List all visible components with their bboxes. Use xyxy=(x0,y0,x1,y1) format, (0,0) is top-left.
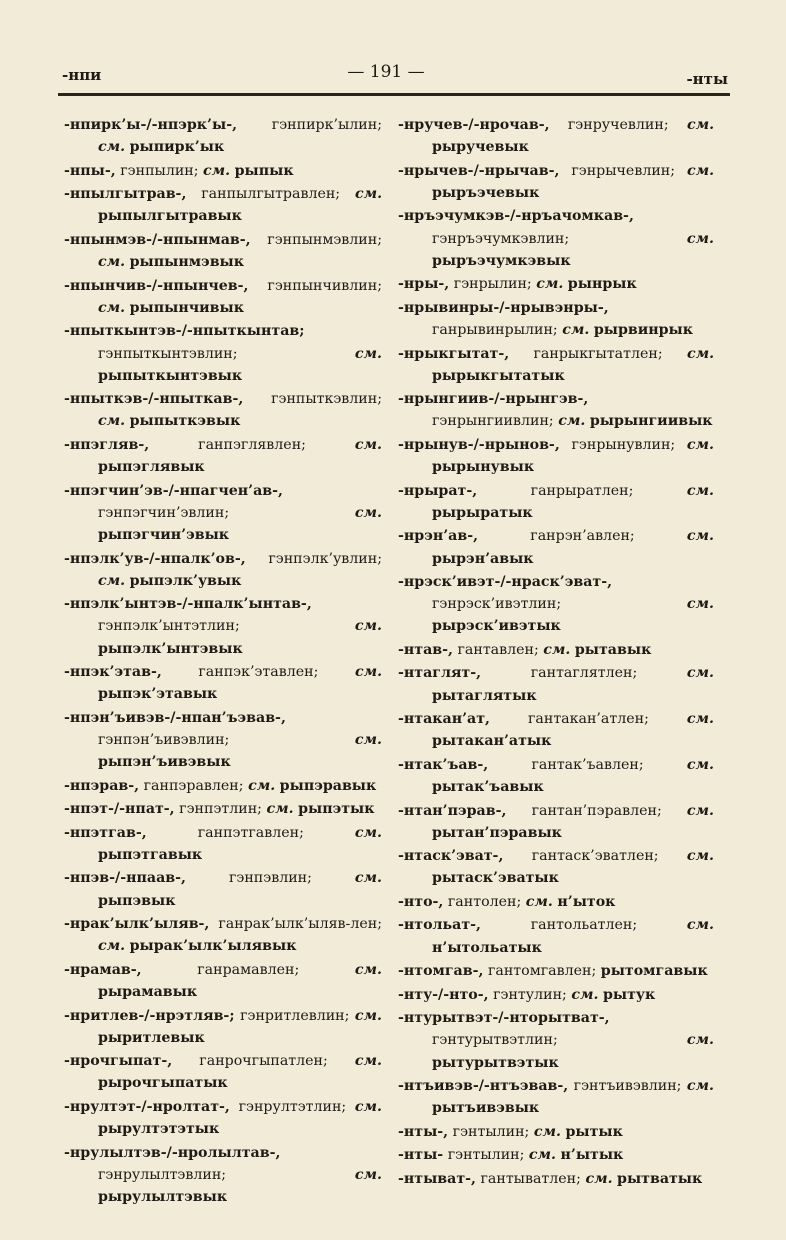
entry-gloss: ганрак’ылк’ыляв-лен; xyxy=(218,916,382,933)
see-reference: см. xyxy=(686,117,715,133)
entry-gloss: гэнрычевлин; xyxy=(571,162,676,179)
dictionary-entry xyxy=(64,775,382,797)
dictionary-entry xyxy=(398,960,714,982)
see-reference: см. xyxy=(98,139,126,156)
see-reference: см. xyxy=(98,938,126,955)
headword: -нты- xyxy=(398,1147,444,1164)
headword: -нрырат-, xyxy=(398,482,478,499)
dictionary-entry xyxy=(398,160,714,204)
cross-reference-target: рыпылгытравык xyxy=(98,208,242,225)
headword: -нручев-/-нрочав-, xyxy=(398,117,550,133)
cross-reference-target: рырак’ылк’ылявык xyxy=(129,938,297,955)
headword: -нрывинры-/-нрывэнры-, xyxy=(398,299,609,316)
see-reference: см. xyxy=(536,276,564,293)
see-reference: см. xyxy=(686,1078,714,1095)
entry-gloss: гантак’ъавлен; xyxy=(531,756,644,773)
cross-reference-target: рыпэравык xyxy=(279,777,377,794)
entry-gloss: гэнтулин; xyxy=(493,986,567,1003)
entry-gloss: гэнпирк’ылин; xyxy=(271,117,382,133)
dictionary-entry xyxy=(398,297,714,341)
entry-gloss: гантакан’атлен; xyxy=(527,711,649,728)
dictionary-entry xyxy=(64,661,382,705)
dictionary-entry xyxy=(398,891,714,913)
dictionary-entry xyxy=(64,1096,382,1140)
headword: -нрочгыпат-, xyxy=(64,1053,173,1070)
cross-reference-target: рыпэтгавык xyxy=(98,846,203,863)
entry-gloss: гэнритлевлин; xyxy=(240,1007,350,1024)
see-reference: см. xyxy=(354,1053,382,1070)
entry-gloss: ганпылгытравлен; xyxy=(201,186,341,203)
dictionary-entry xyxy=(64,1142,382,1209)
entry-gloss: гэнрынгиивлин; xyxy=(432,413,554,430)
dictionary-entry xyxy=(64,1005,382,1049)
see-reference: см. xyxy=(354,1166,382,1183)
headword: -нтъивэв-/-нтъэвав-, xyxy=(398,1078,569,1095)
cross-reference-target: рырэн’авык xyxy=(432,550,534,567)
dictionary-entry xyxy=(398,343,714,387)
dictionary-entry xyxy=(398,571,714,638)
see-reference: см. xyxy=(686,665,714,682)
cross-reference-target: рытакан’атык xyxy=(432,733,552,750)
entry-gloss: гантомгавлен; xyxy=(487,963,597,980)
entry-gloss: гэнпыткынтэвлин; xyxy=(98,345,238,362)
entry-gloss: гэнтурытвэтлин; xyxy=(432,1032,558,1049)
see-reference: см. xyxy=(558,413,586,430)
cross-reference-target: рыпирк’ык xyxy=(129,139,225,156)
dictionary-entry xyxy=(398,1075,714,1119)
see-reference: см. xyxy=(686,917,714,934)
see-reference: см. xyxy=(354,870,382,887)
entry-gloss: гантольатлен; xyxy=(530,917,638,934)
right-column xyxy=(398,114,714,1191)
headword: -нрулылтэв-/-нролылтав-, xyxy=(64,1144,281,1161)
dictionary-entry xyxy=(398,708,714,752)
running-head-left: -нпи xyxy=(62,66,102,84)
headword: -нритлев-/-нрэтляв-; xyxy=(64,1007,235,1024)
cross-reference-target: рыпыткэвык xyxy=(129,413,241,430)
entry-gloss: гэнтъивэвлин; xyxy=(573,1078,682,1095)
cross-reference-target: рытык xyxy=(565,1123,623,1140)
headword: -нпылгытрав-, xyxy=(64,186,187,203)
entry-gloss: гантаглятлен; xyxy=(530,665,638,682)
left-column xyxy=(64,114,382,1210)
entry-gloss: ганрывинрылин; xyxy=(432,322,558,339)
cross-reference-target: рытак’ъавык xyxy=(432,779,544,796)
entry-gloss: гэнпэлк’увлин; xyxy=(268,550,382,567)
entry-gloss: гэнтылин; xyxy=(452,1123,530,1140)
headword: -нпыткэв-/-нпыткав-, xyxy=(64,391,244,408)
entry-gloss: ганпэглявлен; xyxy=(198,436,306,453)
cross-reference-target: н’ыток xyxy=(557,893,616,910)
headword: -нтав-, xyxy=(398,641,453,658)
cross-reference-target: рытомгавык xyxy=(600,963,708,980)
see-reference: см. xyxy=(354,1007,382,1024)
see-reference: см. xyxy=(354,504,382,521)
dictionary-entry xyxy=(64,1050,382,1094)
see-reference: см. xyxy=(686,802,714,819)
dictionary-entry xyxy=(398,914,714,958)
see-reference: см. xyxy=(543,641,571,658)
headword: -нпэлк’ув-/-нпалк’ов-, xyxy=(64,550,246,567)
headword: -нты-, xyxy=(398,1123,449,1140)
see-reference: см. xyxy=(533,1123,561,1140)
dictionary-entry xyxy=(398,114,714,158)
cross-reference-target: рырочгыпатык xyxy=(98,1075,228,1092)
headword: -нрынув-/-нрынов-, xyxy=(398,436,560,453)
cross-reference-target: рытук xyxy=(602,986,656,1003)
see-reference: см. xyxy=(354,436,382,453)
see-reference: см. xyxy=(248,777,276,794)
cross-reference-target: рытъивэвык xyxy=(432,1100,540,1117)
entry-gloss: гэнпынмэвлин; xyxy=(267,231,382,248)
see-reference: см. xyxy=(686,848,714,865)
cross-reference-target: рытаск’эватык xyxy=(432,870,559,887)
see-reference: см. xyxy=(686,596,714,613)
cross-reference-target: рырынувык xyxy=(432,459,535,476)
entry-gloss: ганпэравлен; xyxy=(143,777,244,794)
cross-reference-target: рыпэглявык xyxy=(98,459,205,476)
dictionary-entry xyxy=(398,1007,714,1074)
cross-reference-target: рырынгиивык xyxy=(589,413,713,430)
cross-reference-target: рыритлевык xyxy=(98,1029,205,1046)
see-reference: см. xyxy=(525,893,553,910)
cross-reference-target: рыпэгчин’эвык xyxy=(98,527,230,544)
entry-gloss: гэнручевлин; xyxy=(567,117,669,133)
headword: -нту-/-нто-, xyxy=(398,986,489,1003)
entry-gloss: гэнпэлк’ынтэтлин; xyxy=(98,618,240,635)
entry-gloss: гэнрултэтлин; xyxy=(238,1098,347,1115)
see-reference: см. xyxy=(686,482,714,499)
entry-gloss: гантаск’эватлен; xyxy=(531,848,659,865)
cross-reference-target: рыръэчевык xyxy=(432,184,540,201)
dictionary-entry xyxy=(398,754,714,798)
headword: -нрэск’ивэт-/-нраск’эват-, xyxy=(398,574,613,591)
see-reference: см. xyxy=(98,254,126,271)
see-reference: см. xyxy=(686,230,714,247)
entry-gloss: гэнпэгчин’эвлин; xyxy=(98,504,230,521)
entry-gloss: гэнпынчивлин; xyxy=(267,277,382,294)
cross-reference-target: н’ытык xyxy=(560,1147,624,1164)
entry-gloss: гэнпэн’ъивэвлин; xyxy=(98,732,230,749)
see-reference: см. xyxy=(354,618,382,635)
see-reference: см. xyxy=(686,711,714,728)
see-reference: см. xyxy=(354,1098,382,1115)
dictionary-entry xyxy=(64,229,382,273)
dictionary-entry xyxy=(64,320,382,387)
headword: -нпэк’этав-, xyxy=(64,664,162,681)
see-reference: см. xyxy=(203,162,231,179)
headword: -нрултэт-/-нролтат-, xyxy=(64,1098,230,1115)
cross-reference-target: рыпынчивык xyxy=(129,299,244,316)
dictionary-entry xyxy=(64,388,382,432)
headword: -нпирк’ы-/-нпэрк’ы-, xyxy=(64,117,238,133)
entry-gloss: ганрамавлен; xyxy=(197,961,300,978)
headword: -нтак’ъав-, xyxy=(398,756,489,773)
headword: -нрыкгытат-, xyxy=(398,345,510,362)
headword: -нрэн’ав-, xyxy=(398,528,479,545)
headword: -нтомгав-, xyxy=(398,963,484,980)
cross-reference-target: рыпэк’этавык xyxy=(98,686,218,703)
entry-gloss: ганпэтгавлен; xyxy=(197,824,304,841)
see-reference: см. xyxy=(98,572,126,589)
dictionary-entry xyxy=(64,548,382,592)
dictionary-entry xyxy=(398,525,714,569)
dictionary-entry xyxy=(64,160,382,182)
see-reference: см. xyxy=(354,961,382,978)
entry-gloss: ганпэк’этавлен; xyxy=(198,664,319,681)
dictionary-entry xyxy=(64,707,382,774)
dictionary-entry xyxy=(398,984,714,1006)
headword: -нрычев-/-нрычав-, xyxy=(398,162,560,179)
see-reference: см. xyxy=(686,436,714,453)
entry-gloss: гэнрэск’ивэтлин; xyxy=(432,596,562,613)
dictionary-entry xyxy=(64,275,382,319)
headword: -нръэчумкэв-/-нръачомкав-, xyxy=(398,208,634,225)
entry-gloss: гэнръэчумкэвлин; xyxy=(432,230,570,247)
dictionary-entry xyxy=(64,913,382,957)
cross-reference-target: рытватык xyxy=(617,1170,703,1187)
page-number: — 191 — xyxy=(347,62,425,82)
headword: -нпыткынтэв-/-нпыткынтав; xyxy=(64,323,305,340)
dictionary-entry xyxy=(64,183,382,227)
entry-gloss: гэнрылин; xyxy=(453,276,532,293)
entry-gloss: гэнпэтлин; xyxy=(179,801,262,818)
cross-reference-target: рыпэн’ъивэвык xyxy=(98,754,231,771)
headword: -нтан’пэрав-, xyxy=(398,802,507,819)
see-reference: см. xyxy=(354,345,382,362)
headword: -нпы-, xyxy=(64,162,116,179)
entry-gloss: гэнпэвлин; xyxy=(228,870,312,887)
headword: -нрынгиив-/-нрынгэв-, xyxy=(398,391,589,408)
dictionary-entry xyxy=(64,593,382,660)
entry-gloss: гэнпыткэвлин; xyxy=(271,391,382,408)
see-reference: см. xyxy=(98,413,126,430)
entry-gloss: ганрэн’авлен; xyxy=(530,528,635,545)
dictionary-entry xyxy=(398,639,714,661)
entry-gloss: гантавлен; xyxy=(457,641,539,658)
see-reference: см. xyxy=(585,1170,613,1187)
dictionary-entry xyxy=(64,114,382,158)
cross-reference-target: рырулылтэвык xyxy=(98,1189,228,1206)
entry-gloss: гантан’пэравлен; xyxy=(531,802,662,819)
see-reference: см. xyxy=(354,664,383,681)
header-rule xyxy=(58,93,730,96)
cross-reference-target: рыпэтык xyxy=(298,801,375,818)
headword: -нпэт-/-нпат-, xyxy=(64,801,175,818)
dictionary-entry xyxy=(398,662,714,706)
headword: -нтурытвэт-/-нторытват-, xyxy=(398,1010,610,1027)
headword: -нтыват-, xyxy=(398,1170,476,1187)
cross-reference-target: рыпэлк’ынтэвык xyxy=(98,640,243,657)
headword: -нрак’ылк’ыляв-, xyxy=(64,916,210,933)
headword: -нпэгчин’эв-/-нпагчен’ав-, xyxy=(64,482,283,499)
headword: -нпэн’ъивэв-/-нпан’ъэвав-, xyxy=(64,709,286,726)
headword: -нпынчив-/-нпынчев-, xyxy=(64,277,249,294)
dictionary-entry xyxy=(64,867,382,911)
headword: -нпэлк’ынтэв-/-нпалк’ынтав-, xyxy=(64,596,312,613)
cross-reference-target: рытаглятык xyxy=(432,687,537,704)
headword: -нпэрав-, xyxy=(64,777,140,794)
dictionary-entry xyxy=(398,1121,714,1143)
dictionary-entry xyxy=(64,434,382,478)
cross-reference-target: рыпыткынтэвык xyxy=(98,367,243,384)
see-reference: см. xyxy=(266,801,294,818)
cross-reference-target: рыпэлк’увык xyxy=(129,572,242,589)
cross-reference-target: рырыкгытатык xyxy=(432,367,565,384)
entry-gloss: ганрыкгытатлен; xyxy=(533,345,663,362)
dictionary-entry xyxy=(398,434,714,478)
cross-reference-target: рырамавык xyxy=(98,984,198,1001)
see-reference: см. xyxy=(98,299,126,316)
see-reference: см. xyxy=(354,824,382,841)
headword: -нтаск’эват-, xyxy=(398,848,504,865)
entry-gloss: ганрыратлен; xyxy=(530,482,634,499)
headword: -нры-, xyxy=(398,276,450,293)
cross-reference-target: рыручевык xyxy=(432,139,529,156)
dictionary-entry xyxy=(64,822,382,866)
headword: -нтаглят-, xyxy=(398,665,482,682)
see-reference: см. xyxy=(354,186,383,203)
dictionary-entry xyxy=(398,1168,714,1190)
dictionary-entry xyxy=(64,798,382,820)
dictionary-entry xyxy=(64,959,382,1003)
headword: -нтольат-, xyxy=(398,917,481,934)
see-reference: см. xyxy=(528,1147,556,1164)
headword: -нрамав-, xyxy=(64,961,142,978)
see-reference: см. xyxy=(686,756,714,773)
headword: -нпэгляв-, xyxy=(64,436,150,453)
see-reference: см. xyxy=(562,322,590,339)
entry-gloss: гэнрынувлин; xyxy=(571,436,676,453)
cross-reference-target: рытан’пэравык xyxy=(432,824,562,841)
cross-reference-target: рытурытвэтык xyxy=(432,1054,559,1071)
cross-reference-target: рытавык xyxy=(574,641,652,658)
entry-gloss: гэнтылин; xyxy=(447,1147,525,1164)
see-reference: см. xyxy=(686,162,715,179)
cross-reference-target: н’ытольатык xyxy=(432,939,542,956)
entry-gloss: ганрочгыпатлен; xyxy=(199,1053,328,1070)
headword: -нпэтгав-, xyxy=(64,824,147,841)
see-reference: см. xyxy=(686,528,714,545)
headword: -нтакан’ат, xyxy=(398,711,490,728)
cross-reference-target: рырвинрык xyxy=(593,322,694,339)
dictionary-entry xyxy=(398,205,714,272)
cross-reference-target: рыпынмэвык xyxy=(129,254,245,271)
entry-gloss: гантолен; xyxy=(447,893,522,910)
dictionary-entry xyxy=(398,273,714,295)
entry-gloss: гантыватлен; xyxy=(480,1170,581,1187)
cross-reference-target: рырэск’ивэтык xyxy=(432,618,561,635)
cross-reference-target: рынрык xyxy=(567,276,637,293)
dictionary-entry xyxy=(64,480,382,547)
headword: -нпэв-/-нпаав-, xyxy=(64,870,186,887)
see-reference: см. xyxy=(354,732,382,749)
see-reference: см. xyxy=(686,345,715,362)
entry-gloss: гэнрулылтэвлин; xyxy=(98,1166,227,1183)
entry-gloss: гэнпылин; xyxy=(120,162,199,179)
dictionary-entry xyxy=(398,845,714,889)
dictionary-entry xyxy=(398,800,714,844)
cross-reference-target: рыръэчумкэвык xyxy=(432,252,571,269)
running-head-right: -нты xyxy=(686,70,728,88)
cross-reference-target: рырултэтэтык xyxy=(98,1121,220,1138)
cross-reference-target: рыпык xyxy=(234,162,294,179)
cross-reference-target: рырыратык xyxy=(432,504,533,521)
dictionary-entry xyxy=(398,480,714,524)
see-reference: см. xyxy=(571,986,599,1003)
headword: -нпынмэв-/-нпынмав-, xyxy=(64,231,251,248)
dictionary-entry xyxy=(398,388,714,432)
dictionary-entry xyxy=(398,1144,714,1166)
headword: -нто-, xyxy=(398,893,444,910)
see-reference: см. xyxy=(686,1032,714,1049)
cross-reference-target: рыпэвык xyxy=(98,892,176,909)
